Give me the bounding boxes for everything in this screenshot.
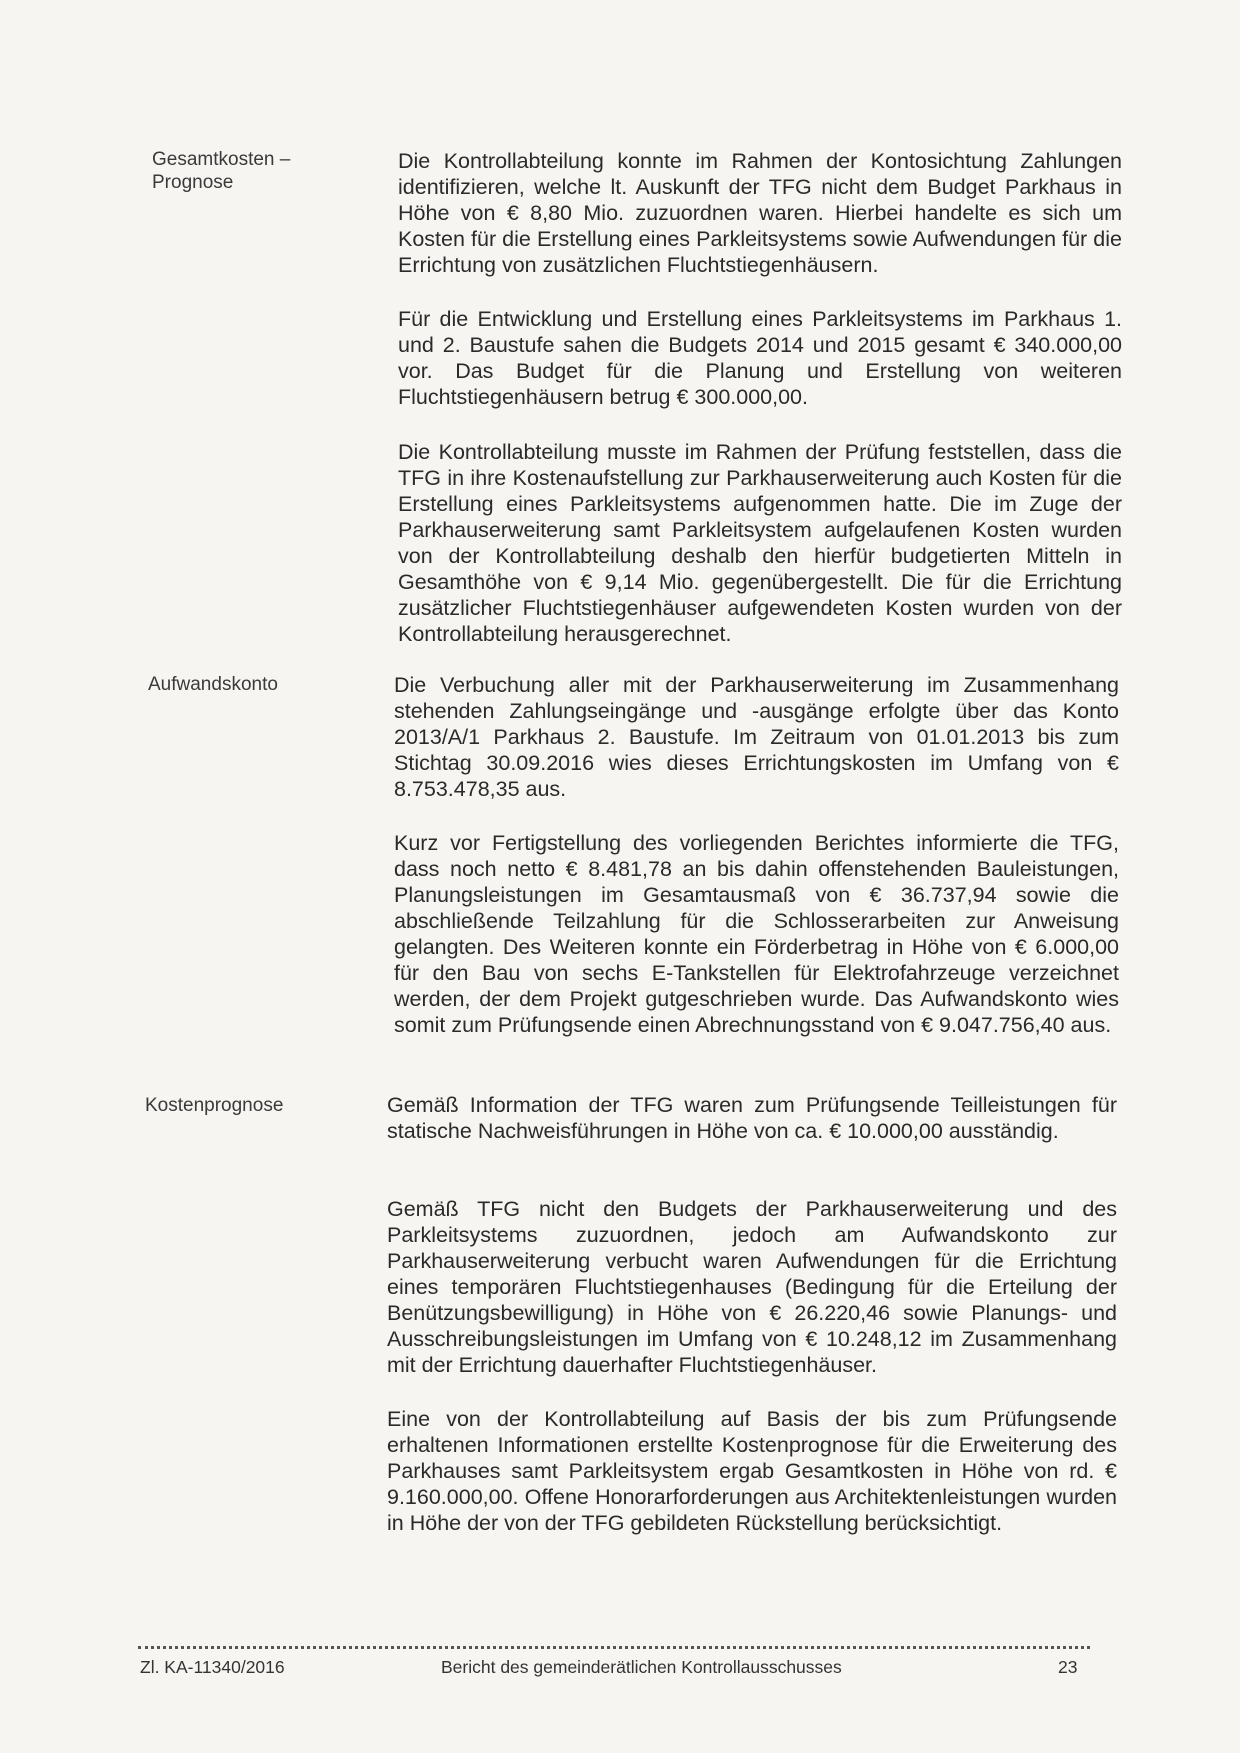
paragraph: Die Kontrollabteilung musste im Rahmen der Prüfung feststellen, dass die TFG in ihre Kostenaufstellung zur Parkhauserweiterung auch Kosten für die Erstellung eines Parkleitsystems aufgenommen hatte. Die im Zuge der Parkhauserweiterung samt Parkleitsystem aufgelaufenen Kosten wurden von der Kontrollabteilung deshalb den hierfür budgetierten Mitteln in Gesamthöhe von € 9,14 Mio. gegenübergestellt. Die für die Errichtung zusätzlicher Fluchtstiegenhäuser aufgewendeten Kosten wurden von der Kontrollabteilung herausgerechnet.	[398, 440, 1122, 646]
footer-title: Bericht des gemeinderätlichen Kontrollausschusses	[441, 1657, 842, 1677]
paragraph: Die Verbuchung aller mit der Parkhauserweiterung im Zusammenhang stehenden Zahlungseingänge und -ausgänge erfolgte über das Konto 2013/A/1 Parkhaus 2. Baustufe. Im Zeitraum von 01.01.2013 bis zum Stichtag 30.09.2016 wies dieses Errichtungskosten im Umfang von € 8.753.478,35 aus.	[394, 673, 1119, 801]
paragraph: Gemäß Information der TFG waren zum Prüfungsende Teilleistungen für statische Nachweisführungen in Höhe von ca. € 10.000,00 ausständig.	[387, 1093, 1117, 1143]
paragraph: Eine von der Kontrollabteilung auf Basis der bis zum Prüfungsende erhaltenen Informationen erstellte Kostenprognose für die Erweiterung des Parkhauses samt Parkleitsystem ergab Gesamtkosten in Höhe von rd. € 9.160.000,00. Offene Honorarforderungen aus Architektenleistungen wurden in Höhe der von der TFG gebildeten Rückstellung berücksichtigt.	[387, 1407, 1117, 1535]
paragraph: Kurz vor Fertigstellung des vorliegenden Berichtes informierte die TFG, dass noch netto € 8.481,78 an bis dahin offenstehenden Bauleistungen, Planungsleistungen im Gesamtausmaß von € 36.737,94 sowie die abschließende Teilzahlung für die Schlosserarbeiten zur Anweisung gelangten. Des Weiteren konnte ein Förderbetrag in Höhe von € 6.000,00 für den Bau von sechs E-Tankstellen für Elektrofahrzeuge verzeichnet werden, der dem Projekt gutgeschrieben wurde. Das Aufwandskonto wies somit zum Prüfungsende einen Abrechnungsstand von € 9.047.756,40 aus.	[394, 831, 1119, 1037]
margin-label-kostenprognose: Kostenprognose	[145, 1095, 284, 1116]
page-number: 23	[1058, 1657, 1078, 1677]
paragraph: Gemäß TFG nicht den Budgets der Parkhauserweiterung und des Parkleitsystems zuzuordnen, jedoch am Aufwandskonto zur Parkhauserweiterung verbucht waren Aufwendungen für die Errichtung eines temporären Fluchtstiegenhauses (Bedingung für die Erteilung der Benützungsbewilligung) in Höhe von € 26.220,46 sowie Planungs- und Ausschreibungsleistungen im Umfang von € 10.248,12 im Zusammenhang mit der Errichtung dauerhafter Fluchtstiegenhäuser.	[387, 1197, 1117, 1377]
footer-reference: Zl. KA-11340/2016	[140, 1657, 285, 1677]
paragraph: Die Kontrollabteilung konnte im Rahmen der Kontosichtung Zahlungen identifizieren, welche lt. Auskunft der TFG nicht dem Budget Parkhaus in Höhe von € 8,80 Mio. zuzuordnen waren. Hierbei handelte es sich um Kosten für die Erstellung eines Parkleitsystems sowie Aufwendungen für die Errichtung von zusätzlichen Fluchtstiegenhäusern.	[398, 149, 1122, 277]
paragraph: Für die Entwicklung und Erstellung eines Parkleitsystems im Parkhaus 1. und 2. Baustufe sahen die Budgets 2014 und 2015 gesamt € 340.000,00 vor. Das Budget für die Planung und Erstellung von weiteren Fluchtstiegenhäusern betrug € 300.000,00.	[398, 307, 1122, 409]
footer-divider	[138, 1646, 1090, 1649]
margin-label-gesamtkosten-prognose: Gesamtkosten – Prognose	[152, 149, 291, 193]
margin-label-aufwandskonto: Aufwandskonto	[148, 674, 278, 695]
